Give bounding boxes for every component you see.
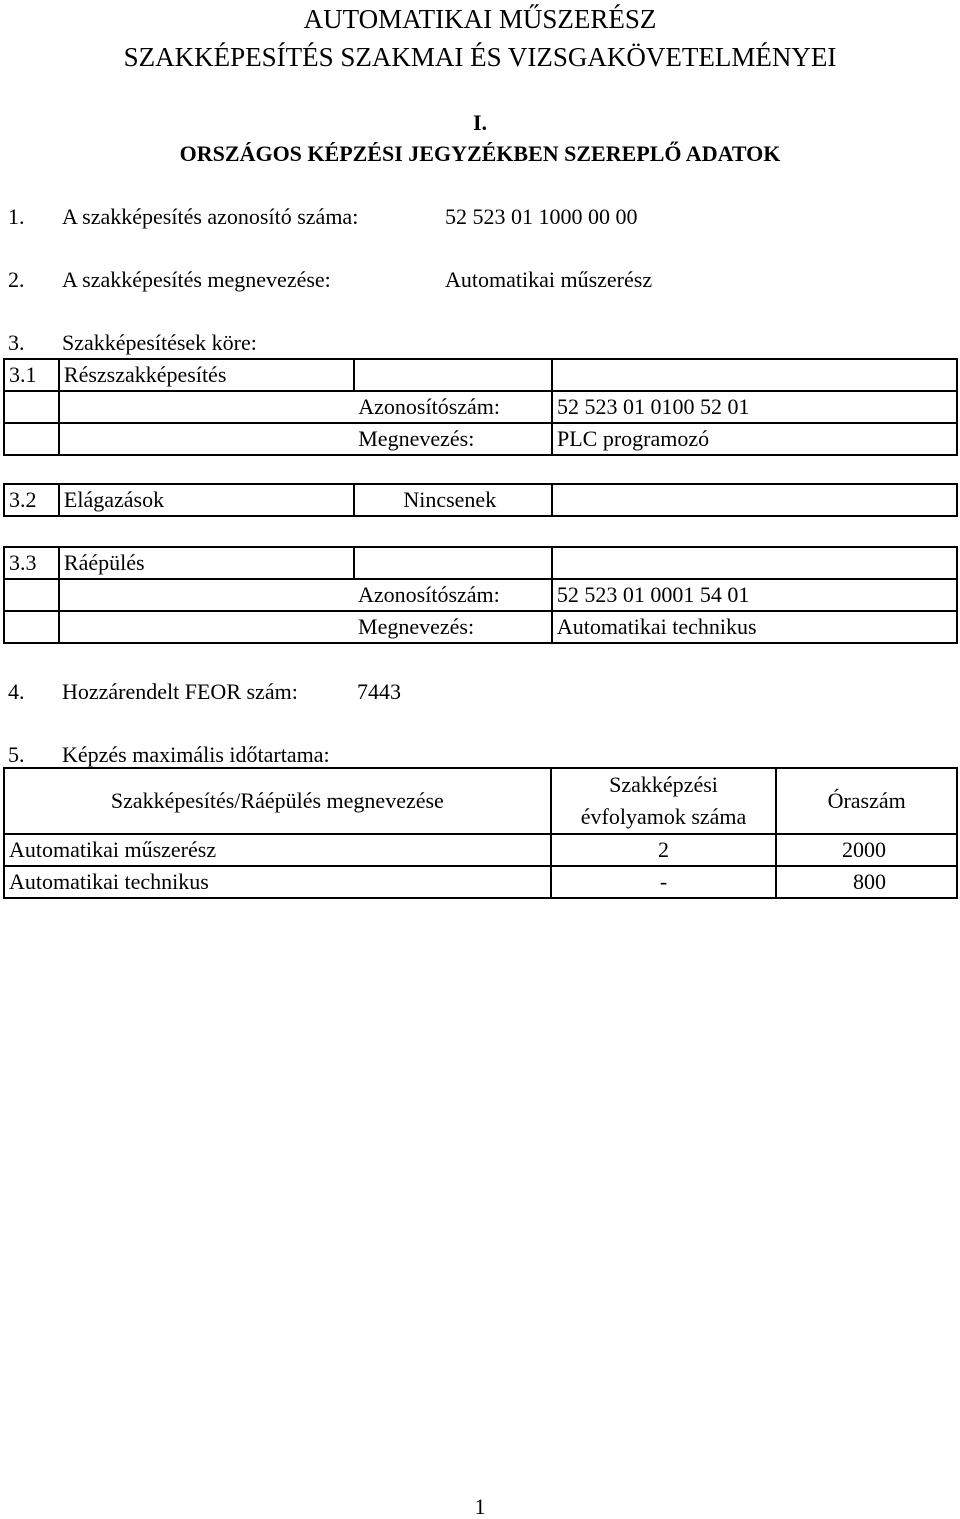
sub31-name-value: PLC programozó (552, 423, 957, 455)
empty-cell (59, 579, 354, 611)
empty-cell (354, 547, 552, 579)
item-1-number: 1. (8, 204, 25, 229)
sub31-number: 3.1 (4, 359, 59, 391)
sub33-number: 3.3 (4, 547, 59, 579)
empty-cell (354, 359, 552, 391)
extension-table (3, 546, 958, 644)
empty-cell (552, 484, 957, 516)
empty-cell (4, 423, 59, 455)
sub33-label: Ráépülés (59, 547, 354, 579)
sub31-name-label: Megnevezés: (354, 423, 552, 455)
empty-cell (59, 611, 354, 643)
duration-table (3, 767, 958, 899)
sub32-number: 3.2 (4, 484, 59, 516)
row-name: Automatikai műszerész (4, 834, 551, 866)
row-hours: 800 (776, 866, 957, 898)
header-grade-years (551, 768, 777, 834)
item-3-label: Szakképesítések köre: (62, 330, 257, 355)
subqualification-table (3, 358, 958, 456)
header-grade-years-line1: Szakképzési (609, 772, 718, 797)
item-1-value: 52 523 01 1000 00 00 (445, 204, 638, 229)
empty-cell (552, 547, 957, 579)
row-years: - (551, 866, 777, 898)
empty-cell (4, 579, 59, 611)
row-years: 2 (551, 834, 777, 866)
empty-cell (4, 391, 59, 423)
row-hours: 2000 (776, 834, 957, 866)
sub31-id-value: 52 523 01 0100 52 01 (552, 391, 957, 423)
item-1-label: A szakképesítés azonosító száma: (62, 204, 359, 229)
section-title: ORSZÁGOS KÉPZÉSI JEGYZÉKBEN SZEREPLŐ ADATOK (179, 141, 781, 166)
table-row (4, 834, 957, 866)
item-2-number: 2. (8, 267, 25, 292)
sub33-name-value: Automatikai technikus (552, 611, 957, 643)
document-title-line1: AUTOMATIKAI MŰSZERÉSZ (303, 4, 657, 34)
sub32-label: Elágazások (59, 484, 354, 516)
item-5-number: 5. (8, 742, 25, 767)
item-2-value: Automatikai műszerész (445, 267, 653, 292)
branches-table (3, 483, 958, 517)
table-row (4, 866, 957, 898)
empty-cell (59, 391, 354, 423)
sub33-name-label: Megnevezés: (354, 611, 552, 643)
sub33-id-value: 52 523 01 0001 54 01 (552, 579, 957, 611)
empty-cell (59, 423, 354, 455)
header-qualification-name: Szakképesítés/Ráépülés megnevezése (4, 768, 551, 834)
sub32-value: Nincsenek (354, 484, 552, 516)
section-number: I. (472, 110, 488, 135)
item-4-value: 7443 (357, 679, 401, 704)
header-grade-years-line2: évfolyamok száma (580, 803, 747, 829)
page-number: 1 (474, 1494, 486, 1519)
item-2-label: A szakképesítés megnevezése: (62, 267, 331, 292)
row-name: Automatikai technikus (4, 866, 551, 898)
item-5-label: Képzés maximális időtartama: (62, 742, 330, 767)
empty-cell (4, 611, 59, 643)
empty-cell (552, 359, 957, 391)
document-title-line2: SZAKKÉPESÍTÉS SZAKMAI ÉS VIZSGAKÖVETELMÉNYEI (123, 42, 837, 72)
sub31-label: Részszakképesítés (59, 359, 354, 391)
item-4-number: 4. (8, 679, 25, 704)
item-3-number: 3. (8, 330, 25, 355)
header-hours: Óraszám (776, 768, 957, 834)
sub33-id-label: Azonosítószám: (354, 579, 552, 611)
item-4-label: Hozzárendelt FEOR szám: (62, 679, 298, 704)
sub31-id-label: Azonosítószám: (354, 391, 552, 423)
